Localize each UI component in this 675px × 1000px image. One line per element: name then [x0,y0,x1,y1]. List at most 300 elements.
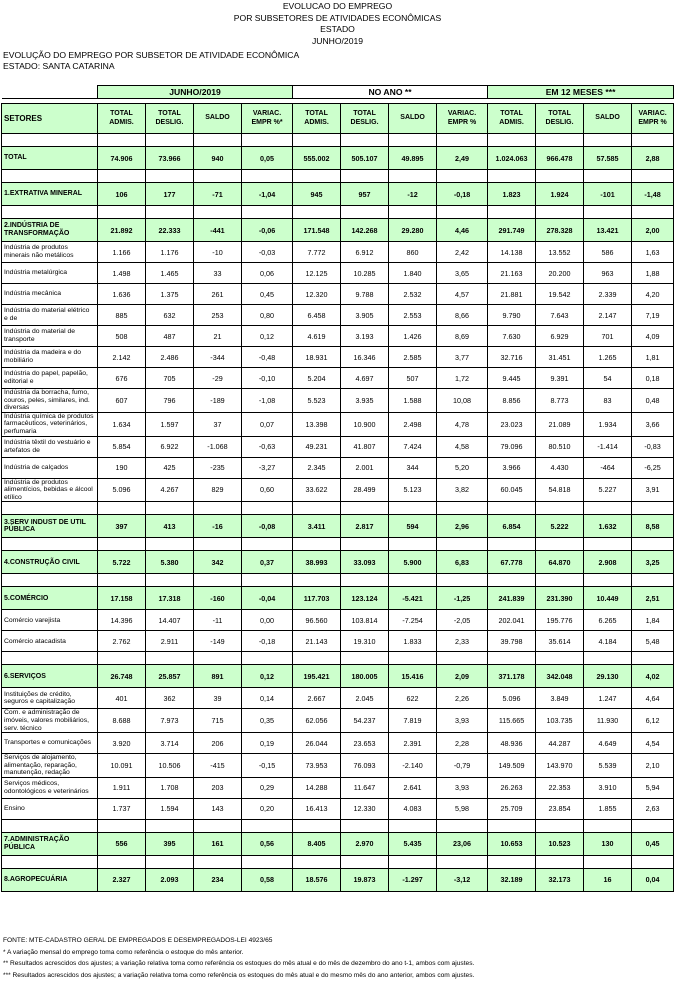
value-cell: 957 [341,183,389,206]
value-cell: 17.318 [146,587,194,610]
value-cell: 4,09 [632,326,674,347]
value-cell: 103.735 [536,709,584,733]
value-cell: 0,60 [242,478,293,502]
value-cell: 395 [146,832,194,855]
spacer-row [2,652,674,665]
subsector-row [2,688,674,709]
subsector-row [2,610,674,631]
value-cell: 64.870 [536,551,584,574]
sector-label: Indústria de produtos alimentícios, bebidas e álcool etílico [2,478,98,502]
sector-label: 7.ADMINISTRAÇÃO PÚBLICA [2,832,98,855]
value-cell: 14.288 [293,777,341,798]
value-cell: 1.594 [146,798,194,819]
column-header: SALDO [389,104,437,134]
column-header: TOTAL DESLIG. [146,104,194,134]
sector-row [2,868,674,891]
value-cell: 177 [146,183,194,206]
sector-row [2,219,674,242]
value-cell: 1.823 [488,183,536,206]
value-cell: -149 [194,631,242,652]
value-cell: 7.424 [389,436,437,457]
value-cell: 8.405 [293,832,341,855]
column-header: TOTAL ADMIS. [98,104,146,134]
value-cell: 860 [389,242,437,263]
subsector-row [2,798,674,819]
column-header-row [2,104,674,134]
sector-label: TOTAL [2,147,98,170]
value-cell: 12.125 [293,263,341,284]
value-cell: -11 [194,610,242,631]
value-cell: -0,15 [242,754,293,778]
value-cell: 1.588 [389,389,437,413]
value-cell: 5.204 [293,368,341,389]
value-cell: 171.548 [293,219,341,242]
value-cell: 115.665 [488,709,536,733]
value-cell: 6.854 [488,515,536,538]
value-cell: 6.929 [536,326,584,347]
title-line: ESTADO [320,24,355,34]
value-cell: 397 [98,515,146,538]
sector-row [2,515,674,538]
value-cell: 0,80 [242,305,293,326]
value-cell: 362 [146,688,194,709]
value-cell: -441 [194,219,242,242]
column-header: VARIAC. EMPR % [437,104,488,134]
value-cell: 5.722 [98,551,146,574]
value-cell: 0,06 [242,263,293,284]
value-cell: -0,18 [242,631,293,652]
value-cell: 2.045 [341,688,389,709]
value-cell: 14.407 [146,610,194,631]
value-cell: 203 [194,777,242,798]
value-cell: 57.585 [584,147,632,170]
value-cell: 14.138 [488,242,536,263]
value-cell: 9.788 [341,284,389,305]
value-cell: 4,54 [632,733,674,754]
value-cell: 5.222 [536,515,584,538]
value-cell: 5,98 [437,798,488,819]
value-cell: 21.143 [293,631,341,652]
value-cell: 4.697 [341,368,389,389]
value-cell: -6,25 [632,457,674,478]
value-cell: 41.807 [341,436,389,457]
spacer-row [2,206,674,219]
sector-label: 1.EXTRATIVA MINERAL [2,183,98,206]
sector-label: 8.AGROPECUÁRIA [2,868,98,891]
column-header: TOTAL ADMIS. [488,104,536,134]
value-cell: 4.267 [146,478,194,502]
subsector-row [2,242,674,263]
value-cell: 2.585 [389,347,437,368]
value-cell: -0,63 [242,436,293,457]
subsector-row [2,457,674,478]
value-cell: 74.906 [98,147,146,170]
value-cell: 291.749 [488,219,536,242]
value-cell: -0,03 [242,242,293,263]
value-cell: 21.892 [98,219,146,242]
value-cell: 705 [146,368,194,389]
value-cell: 10.900 [341,412,389,436]
value-cell: 25.857 [146,665,194,688]
value-cell: -2.140 [389,754,437,778]
sector-label: Indústria da borracha, fumo, couros, peles, similares, ind. diversas [2,389,98,413]
value-cell: -235 [194,457,242,478]
spacer-row [2,502,674,515]
value-cell: 2,09 [437,665,488,688]
sector-label: Comércio varejista [2,610,98,631]
title-line: POR SUBSETORES DE ATIVIDADES ECONÔMICAS [233,12,442,23]
value-cell: -0,08 [242,515,293,538]
title-line: EVOLUCAO DO EMPREGO [282,1,393,11]
value-cell: 62.056 [293,709,341,733]
value-cell: 5.123 [389,478,437,502]
value-cell: 632 [146,305,194,326]
value-cell: 594 [389,515,437,538]
value-cell: 96.560 [293,610,341,631]
value-cell: 2.817 [341,515,389,538]
value-cell: 7.630 [488,326,536,347]
value-cell: 10.653 [488,832,536,855]
sectors-header: SETORES [2,104,98,134]
subsector-row [2,389,674,413]
value-cell: 2.532 [389,284,437,305]
value-cell: 16.346 [341,347,389,368]
sector-row [2,832,674,855]
value-cell: 2.553 [389,305,437,326]
value-cell: 5.523 [293,389,341,413]
value-cell: 5.227 [584,478,632,502]
sector-label: Indústria metalúrgica [2,263,98,284]
value-cell: 5.380 [146,551,194,574]
value-cell: 23,06 [437,832,488,855]
subsector-row [2,709,674,733]
value-cell: -10 [194,242,242,263]
value-cell: 15.416 [389,665,437,688]
subsector-row [2,263,674,284]
value-cell: 1,63 [632,242,674,263]
value-cell: -5.421 [389,587,437,610]
footnote: FONTE: MTE-CADASTRO GERAL DE EMPREGADOS E DESEMPREGADOS-LEI 4923/65 [3,937,273,944]
value-cell: 21 [194,326,242,347]
value-cell: 4,46 [437,219,488,242]
employment-table [1,85,674,892]
value-cell: 1,72 [437,368,488,389]
value-cell: 13.398 [293,412,341,436]
sector-label: Indústria de calçados [2,457,98,478]
value-cell: 622 [389,688,437,709]
subsector-row [2,347,674,368]
value-cell: 342.048 [536,665,584,688]
value-cell: -1.068 [194,436,242,457]
value-cell: 5.096 [98,478,146,502]
value-cell: -0,79 [437,754,488,778]
value-cell: 0,07 [242,412,293,436]
value-cell: 8.688 [98,709,146,733]
value-cell: 7.973 [146,709,194,733]
value-cell: 2,88 [632,147,674,170]
value-cell: 0,37 [242,551,293,574]
sector-label: 3.SERV INDUST DE UTIL PÚBLICA [2,515,98,538]
value-cell: 4,57 [437,284,488,305]
value-cell: 231.390 [536,587,584,610]
value-cell: 28.499 [341,478,389,502]
value-cell: 261 [194,284,242,305]
value-cell: -0,06 [242,219,293,242]
value-cell: 0,20 [242,798,293,819]
sector-row [2,183,674,206]
value-cell: 963 [584,263,632,284]
value-cell: 4,02 [632,665,674,688]
value-cell: 10.506 [146,754,194,778]
value-cell: 32.189 [488,868,536,891]
value-cell: 23.653 [341,733,389,754]
value-cell: 33.622 [293,478,341,502]
value-cell: 143 [194,798,242,819]
sector-label: 5.COMÉRCIO [2,587,98,610]
value-cell: 1.632 [584,515,632,538]
value-cell: 76.093 [341,754,389,778]
value-cell: 3.849 [536,688,584,709]
sector-row [2,587,674,610]
value-cell: 507 [389,368,437,389]
value-cell: 29.280 [389,219,437,242]
value-cell: 3,77 [437,347,488,368]
sector-label: Serviços de alojamento, alimentação, reparação, manutenção, redação [2,754,98,778]
value-cell: 5.854 [98,436,146,457]
sector-label: 6.SERVIÇOS [2,665,98,688]
value-cell: 3.966 [488,457,536,478]
value-cell: 966.478 [536,147,584,170]
value-cell: -71 [194,183,242,206]
value-cell: 2,33 [437,631,488,652]
spacer-row [2,855,674,868]
value-cell: 32.716 [488,347,536,368]
value-cell: 3.910 [584,777,632,798]
value-cell: 12.320 [293,284,341,305]
value-cell: 5,94 [632,777,674,798]
value-cell: 13.552 [536,242,584,263]
value-cell: 67.778 [488,551,536,574]
value-cell: 22.333 [146,219,194,242]
value-cell: 19.310 [341,631,389,652]
value-cell: 1.247 [584,688,632,709]
value-cell: 0,18 [632,368,674,389]
group-header: NO ANO ** [293,86,488,99]
value-cell: 195.421 [293,665,341,688]
value-cell: 1.426 [389,326,437,347]
value-cell: 49.895 [389,147,437,170]
value-cell: 234 [194,868,242,891]
column-header: SALDO [584,104,632,134]
value-cell: 505.107 [341,147,389,170]
value-cell: 2,42 [437,242,488,263]
value-cell: 1.911 [98,777,146,798]
value-cell: 3.714 [146,733,194,754]
value-cell: 22.353 [536,777,584,798]
value-cell: 0,48 [632,389,674,413]
value-cell: 10.285 [341,263,389,284]
value-cell: 2.142 [98,347,146,368]
value-cell: 2.498 [389,412,437,436]
value-cell: -12 [389,183,437,206]
value-cell: 8,69 [437,326,488,347]
value-cell: 4.184 [584,631,632,652]
value-cell: 2,00 [632,219,674,242]
value-cell: 14.396 [98,610,146,631]
value-cell: 0,45 [242,284,293,305]
value-cell: 344 [389,457,437,478]
value-cell: 33 [194,263,242,284]
state-label: ESTADO: SANTA CATARINA [3,61,115,71]
value-cell: 2.911 [146,631,194,652]
value-cell: 11.647 [341,777,389,798]
value-cell: -464 [584,457,632,478]
value-cell: 130 [584,832,632,855]
value-cell: 3,93 [437,709,488,733]
value-cell: 2.327 [98,868,146,891]
value-cell: 1.265 [584,347,632,368]
value-cell: 1.855 [584,798,632,819]
value-cell: -0,04 [242,587,293,610]
value-cell: 37 [194,412,242,436]
subsector-row [2,305,674,326]
title-line: JUNHO/2019 [311,35,364,46]
value-cell: 202.041 [488,610,536,631]
value-cell: 1,88 [632,263,674,284]
value-cell: 39 [194,688,242,709]
value-cell: 1.924 [536,183,584,206]
value-cell: 0,19 [242,733,293,754]
value-cell: 3.935 [341,389,389,413]
value-cell: 6.912 [341,242,389,263]
value-cell: 796 [146,389,194,413]
value-cell: 253 [194,305,242,326]
value-cell: 0,35 [242,709,293,733]
value-cell: 6.922 [146,436,194,457]
value-cell: 21.881 [488,284,536,305]
sector-label: Indústria do material elétrico e de [2,305,98,326]
value-cell: 54.237 [341,709,389,733]
footnote: ** Resultados acrescidos dos ajustes; a variação relativa toma como referência os estoques do mês atual e do mês de dezembro do ano t-1, ambos com ajustes. [3,960,475,967]
value-cell: 9.391 [536,368,584,389]
group-header: EM 12 MESES *** [488,86,674,99]
value-cell: 2.339 [584,284,632,305]
value-cell: 73.953 [293,754,341,778]
sector-label: 2.INDÚSTRIA DE TRANSFORMAÇÃO [2,219,98,242]
value-cell: -3,12 [437,868,488,891]
value-cell: -189 [194,389,242,413]
value-cell: 32.173 [536,868,584,891]
value-cell: 2,28 [437,733,488,754]
value-cell: 2,63 [632,798,674,819]
value-cell: 16.413 [293,798,341,819]
value-cell: 2.391 [389,733,437,754]
value-cell: 1.833 [389,631,437,652]
value-cell: 20.200 [536,263,584,284]
value-cell: 60.045 [488,478,536,502]
value-cell: 13.421 [584,219,632,242]
value-cell: 2.641 [389,777,437,798]
footnote: *** Resultados acrescidos dos ajustes; a variação relativa toma como referência os estoques do mês atual e do mesmo mês do ano anterior, ambos com ajustes. [3,971,475,979]
value-cell: 9.445 [488,368,536,389]
value-cell: 25.709 [488,798,536,819]
value-cell: 676 [98,368,146,389]
value-cell: 1,84 [632,610,674,631]
value-cell: 885 [98,305,146,326]
column-header: TOTAL DESLIG. [341,104,389,134]
value-cell: -1,08 [242,389,293,413]
value-cell: 21.163 [488,263,536,284]
value-cell: 73.966 [146,147,194,170]
report-subtitle: EVOLUÇÃO DO EMPREGO POR SUBSETOR DE ATIVIDADE ECONÔMICA [3,50,300,60]
value-cell: 413 [146,515,194,538]
subsector-row [2,631,674,652]
sector-label: Indústria da madeira e do mobiliário [2,347,98,368]
value-cell: 26.748 [98,665,146,688]
value-cell: 143.970 [536,754,584,778]
subsector-row [2,412,674,436]
value-cell: 3,25 [632,551,674,574]
value-cell: 26.263 [488,777,536,798]
value-cell: 3,82 [437,478,488,502]
value-cell: 4.083 [389,798,437,819]
value-cell: 4.430 [536,457,584,478]
subsector-row [2,478,674,502]
value-cell: 180.005 [341,665,389,688]
value-cell: 0,29 [242,777,293,798]
value-cell: 8,58 [632,515,674,538]
value-cell: 4,20 [632,284,674,305]
value-cell: 106 [98,183,146,206]
sector-label: Indústria mecânica [2,284,98,305]
value-cell: 3.920 [98,733,146,754]
subsector-row [2,754,674,778]
value-cell: 5.900 [389,551,437,574]
sector-label: Indústria química de produtos farmacêuticos, veterinários, perfumaria [2,412,98,436]
value-cell: 4,78 [437,412,488,436]
value-cell: 6.458 [293,305,341,326]
value-cell: 49.231 [293,436,341,457]
value-cell: -16 [194,515,242,538]
value-cell: 79.096 [488,436,536,457]
value-cell: 0,05 [242,147,293,170]
value-cell: 1.375 [146,284,194,305]
value-cell: 0,45 [632,832,674,855]
value-cell: 829 [194,478,242,502]
value-cell: 8.856 [488,389,536,413]
value-cell: 23.854 [536,798,584,819]
value-cell: 2.147 [584,305,632,326]
value-cell: 10.091 [98,754,146,778]
sector-row [2,551,674,574]
spacer-row [2,170,674,183]
subsector-row [2,326,674,347]
value-cell: 945 [293,183,341,206]
value-cell: 3.905 [341,305,389,326]
value-cell: -415 [194,754,242,778]
value-cell: 19.873 [341,868,389,891]
value-cell: 206 [194,733,242,754]
value-cell: 1.840 [389,263,437,284]
value-cell: -29 [194,368,242,389]
value-cell: 508 [98,326,146,347]
value-cell: 80.510 [536,436,584,457]
value-cell: 278.328 [536,219,584,242]
value-cell: -0,83 [632,436,674,457]
column-header: VARIAC. EMPR % [632,104,674,134]
value-cell: 701 [584,326,632,347]
value-cell: -7.254 [389,610,437,631]
